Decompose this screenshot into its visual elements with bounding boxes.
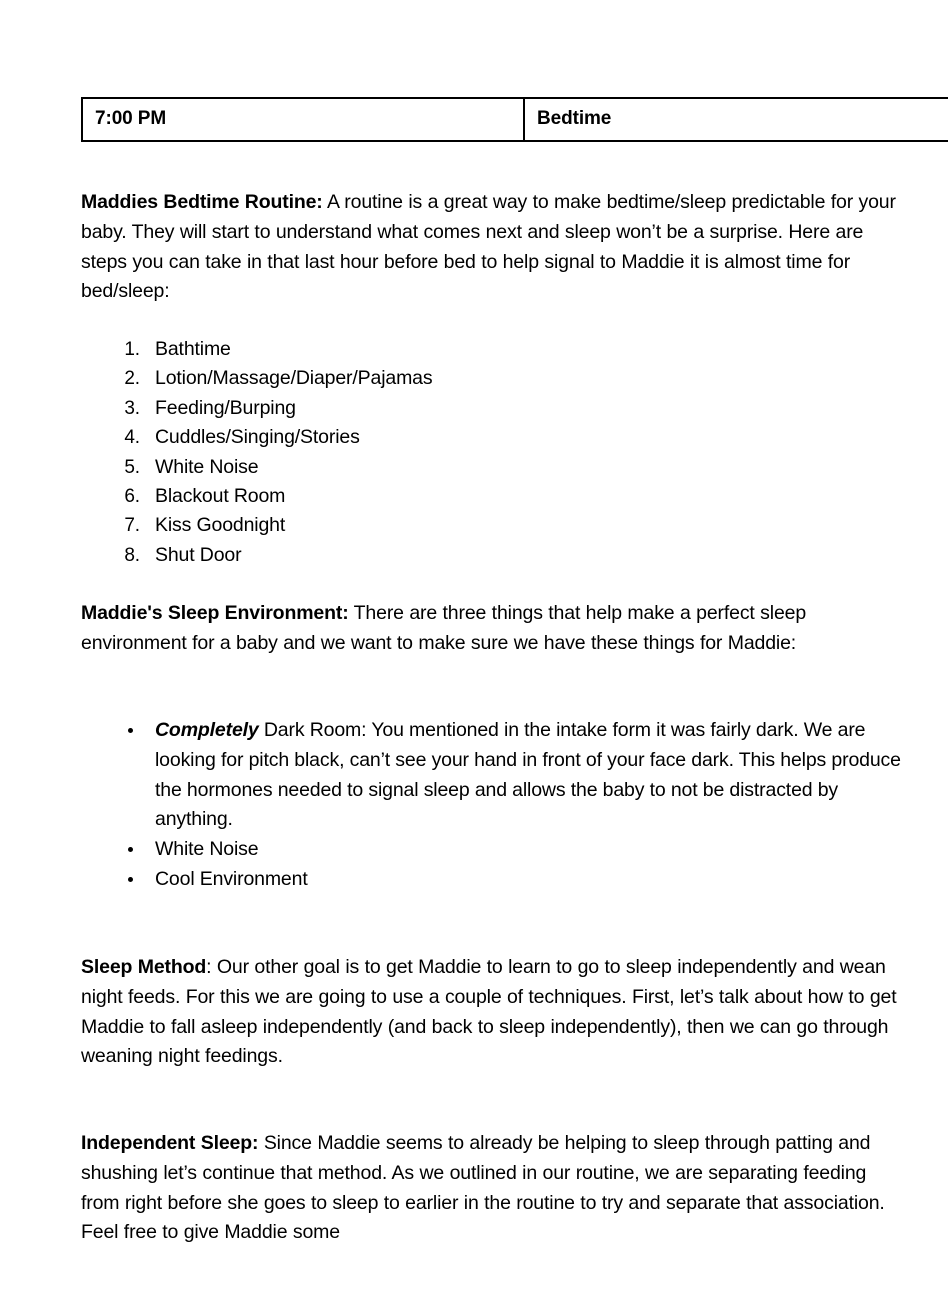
bedtime-steps-list (81, 335, 909, 570)
bedtime-routine-body: A routine is a great way to make bedtime/sleep predictable for your baby. They will start to understand what comes next and sleep won’t be a surprise. Here are steps you can take in that last hour before bed to help signal to Maddie it is almost time for bed/sleep: (81, 191, 896, 303)
list-item-label: Cuddles/Singing/Stories (155, 426, 360, 449)
sleep-method-body: : Our other goal is to get Maddie to learn to go to sleep independently and wean night feeds. For this we are going to use a couple of techniques. First, let’s talk about how to get Maddie to fall asleep independently (and back to sleep independently), then we can go through weaning night feedings. (81, 956, 897, 1068)
schedule-time-cell: 7:00 PM (82, 98, 524, 141)
table-row (82, 98, 948, 141)
sleep-environment-heading: Maddie's Sleep Environment: (81, 602, 349, 624)
list-item-label: Dark Room: You mentioned in the intake form it was fairly dark. We are looking for pitch black, can’t see your hand in front of your face dark. This helps produce the hormones needed to signal sleep and allows the baby to not be distracted by anything. (155, 719, 901, 831)
sleep-environment-body: There are three things that help make a perfect sleep environment for a baby and we want to make sure we have these things for Maddie: (81, 602, 807, 654)
independent-sleep-block (81, 1129, 909, 1248)
list-item-label: Kiss Goodnight (155, 514, 286, 537)
bedtime-steps-block (81, 335, 909, 570)
list-item-label: Shut Door (155, 543, 242, 566)
independent-sleep-paragraph (81, 1129, 909, 1248)
list-item (145, 541, 909, 570)
list-item-label: Feeding/Burping (155, 396, 296, 419)
sleep-method-paragraph (81, 953, 909, 1072)
list-item (145, 364, 909, 393)
list-item-label: Cool Environment (155, 867, 308, 890)
list-item (145, 835, 909, 865)
list-item (145, 716, 909, 835)
schedule-activity-cell: Bedtime (524, 98, 948, 141)
bedtime-routine-paragraph (81, 188, 909, 307)
sleep-environment-list (81, 716, 909, 895)
list-item (145, 482, 909, 511)
list-item (145, 511, 909, 540)
independent-sleep-body: Since Maddie seems to already be helping to sleep through patting and shushing let’s continue that method. As we outlined in our routine, we are separating feeding from right before she goes to sleep to earlier in the routine to try and separate that association. Feel free to give Maddie some (81, 1132, 885, 1244)
list-item-label: Bathtime (155, 338, 231, 360)
list-item (145, 453, 909, 482)
list-item-label: Blackout Room (155, 485, 286, 508)
sleep-method-block (81, 953, 909, 1072)
list-item-label: White Noise (155, 455, 259, 478)
sleep-environment-items-block (81, 716, 909, 895)
list-item (145, 335, 909, 364)
bedtime-routine-block (81, 188, 909, 307)
independent-sleep-heading: Independent Sleep: (81, 1132, 259, 1154)
list-item-emphasis: Completely (155, 719, 259, 741)
schedule-table (81, 97, 948, 142)
list-item-label: Lotion/Massage/Diaper/Pajamas (155, 367, 433, 390)
bedtime-routine-heading: Maddies Bedtime Routine: (81, 191, 323, 213)
sleep-environment-paragraph (81, 599, 909, 659)
sleep-method-heading: Sleep Method (81, 956, 207, 978)
list-item (145, 394, 909, 423)
list-item (145, 423, 909, 452)
sleep-environment-block (81, 599, 909, 659)
schedule-table-body (82, 98, 948, 141)
list-item-label: White Noise (155, 838, 259, 861)
list-item (145, 865, 909, 895)
